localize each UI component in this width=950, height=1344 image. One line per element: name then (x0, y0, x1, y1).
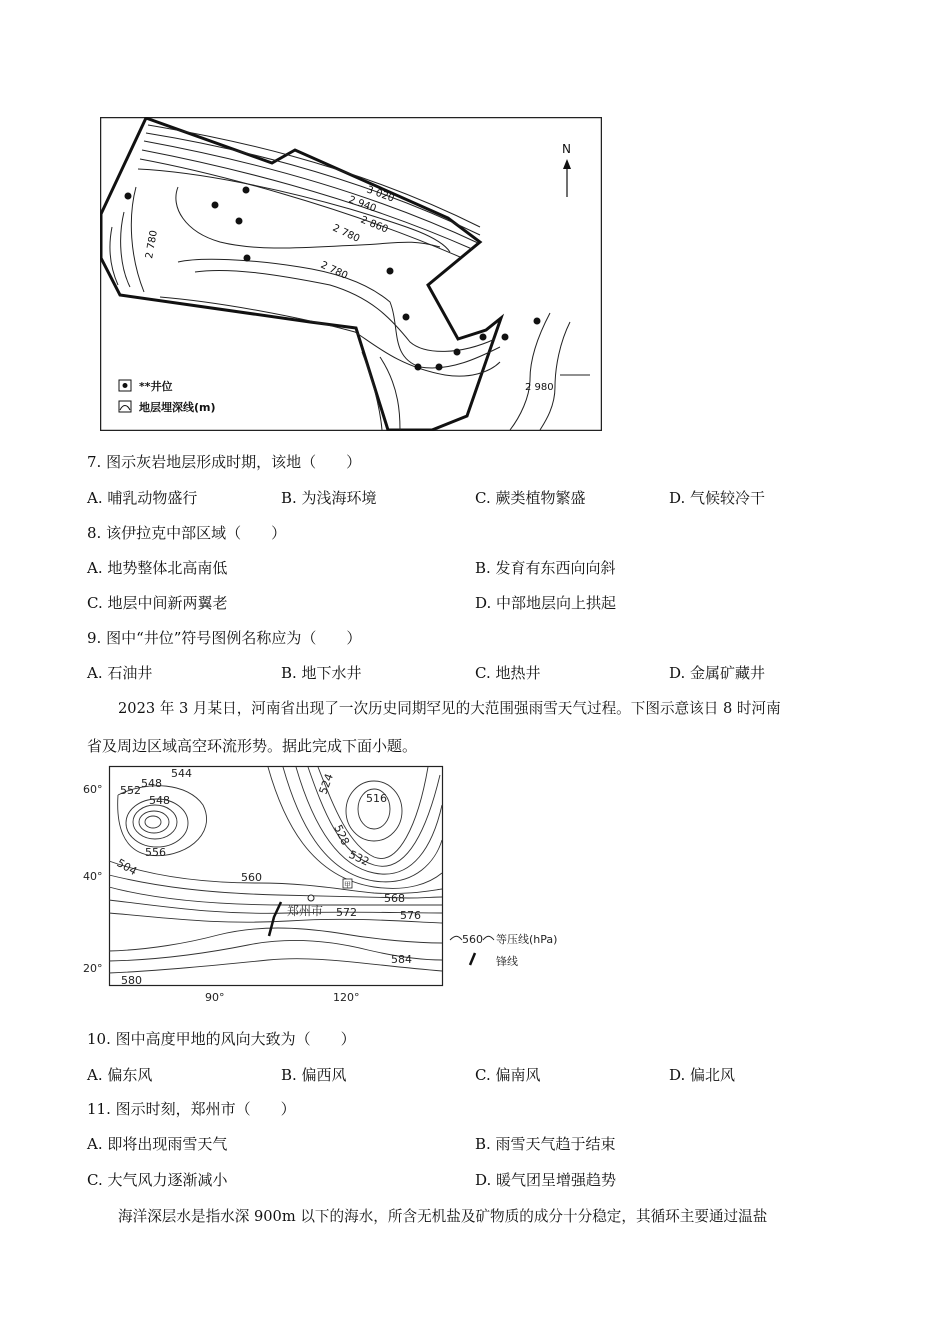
contour-label: 2 780 (330, 222, 362, 245)
q11-option-b[interactable]: B. 雨雪天气趋于结束 (475, 1135, 616, 1153)
question-11-stem: 11. 图示时刻，郑州市（ ） (87, 1100, 296, 1118)
question-10-stem: 10. 图中高度甲地的风向大致为（ ） (87, 1030, 356, 1048)
well-dot (243, 187, 250, 194)
well-dot (125, 193, 132, 200)
contour-label: 3 020 (364, 184, 396, 205)
passage-2-line-1: 海洋深层水是指水深 900m 以下的海水，所含无机盐及矿物质的成分十分稳定，其循环主要通过温盐 (118, 1208, 768, 1225)
q10-option-a[interactable]: A. 偏东风 (87, 1066, 153, 1084)
q11-option-c[interactable]: C. 大气风力逐渐减小 (87, 1171, 228, 1189)
well-dot (236, 218, 243, 225)
legend-front-icon (470, 953, 475, 965)
svg-text:548: 548 (149, 794, 170, 807)
jia-label: 甲 (344, 881, 351, 889)
svg-text:572: 572 (336, 906, 357, 919)
question-9-stem: 9. 图中“井位”符号图例名称应为（ ） (87, 629, 362, 647)
well-dot (403, 314, 410, 321)
lat-label: 60° (83, 783, 103, 796)
svg-text:524: 524 (316, 771, 337, 797)
legend-well: **井位 (139, 380, 173, 393)
lon-label: 120° (333, 991, 360, 1004)
q10-option-b[interactable]: B. 偏西风 (281, 1066, 347, 1084)
well-dot (212, 202, 219, 209)
svg-text:560: 560 (241, 871, 262, 884)
city-label: 郑州市 (287, 904, 324, 918)
svg-text:504: 504 (114, 856, 140, 879)
contour-label: 2 980 (525, 382, 554, 393)
svg-text:528: 528 (331, 822, 352, 848)
legend-front: 锋线 (496, 955, 518, 968)
well-dot (454, 349, 461, 356)
well-dot (415, 364, 422, 371)
q8-option-d[interactable]: D. 中部地层向上拱起 (475, 594, 617, 612)
contour-label: 2 780 (318, 259, 350, 282)
svg-text:544: 544 (171, 767, 192, 780)
upper-air-circulation-map (78, 765, 568, 1010)
q11-option-a[interactable]: A. 即将出现雨雪天气 (87, 1135, 228, 1153)
well-dot (436, 364, 443, 371)
q8-option-c[interactable]: C. 地层中间新两翼老 (87, 594, 228, 612)
contour-label: 2 860 (358, 214, 390, 236)
q9-option-a[interactable]: A. 石油井 (87, 664, 153, 682)
svg-text:576: 576 (400, 909, 421, 922)
svg-text:568: 568 (384, 892, 405, 905)
svg-text:548: 548 (141, 777, 162, 790)
q10-option-d[interactable]: D. 偏北风 (669, 1066, 736, 1084)
svg-text:552: 552 (120, 784, 141, 797)
passage-1-line-1: 2023 年 3 月某日，河南省出现了一次历史同期罕见的大范围强雨雪天气过程。下图示意该日 8 时河南 (118, 700, 781, 717)
q7-option-c[interactable]: C. 蕨类植物繁盛 (475, 489, 586, 507)
q7-option-b[interactable]: B. 为浅海环境 (281, 489, 377, 507)
well-dot (502, 334, 509, 341)
svg-text:532: 532 (346, 847, 372, 869)
contour-label: 2 940 (346, 194, 378, 215)
well-dot (534, 318, 541, 325)
q8-option-b[interactable]: B. 发育有东西向向斜 (475, 559, 616, 577)
svg-text:580: 580 (121, 974, 142, 987)
svg-text:556: 556 (145, 846, 166, 859)
well-dot (480, 334, 487, 341)
lat-label: 40° (83, 870, 103, 883)
stratum-depth-map (100, 117, 602, 431)
legend-contour: 地层埋深线(m) (139, 401, 216, 414)
svg-text:N: N (562, 142, 571, 156)
q7-option-d[interactable]: D. 气候较冷干 (669, 489, 766, 507)
q9-option-b[interactable]: B. 地下水井 (281, 664, 362, 682)
q8-option-a[interactable]: A. 地势整体北高南低 (87, 559, 228, 577)
well-dot (387, 268, 394, 275)
q7-option-a[interactable]: A. 哺乳动物盛行 (87, 489, 198, 507)
zhengzhou-marker (308, 895, 314, 901)
q9-option-d[interactable]: D. 金属矿藏井 (669, 664, 766, 682)
contour-label: 2 780 (144, 229, 160, 260)
lon-label: 90° (205, 991, 225, 1004)
svg-text:516: 516 (366, 792, 387, 805)
question-7-stem: 7. 图示灰岩地层形成时期，该地（ ） (87, 453, 362, 471)
q11-option-d[interactable]: D. 暖气团呈增强趋势 (475, 1171, 617, 1189)
legend-isobar: 等压线(hPa) (496, 933, 558, 946)
passage-1-line-2: 省及周边区域高空环流形势。据此完成下面小题。 (87, 737, 418, 755)
q9-option-c[interactable]: C. 地热井 (475, 664, 541, 682)
svg-text:584: 584 (391, 953, 412, 966)
legend-isobar-value: 560 (462, 933, 483, 946)
well-dot (244, 255, 251, 262)
lat-label: 20° (83, 962, 103, 975)
question-8-stem: 8. 该伊拉克中部区域（ ） (87, 524, 287, 542)
q10-option-c[interactable]: C. 偏南风 (475, 1066, 541, 1084)
